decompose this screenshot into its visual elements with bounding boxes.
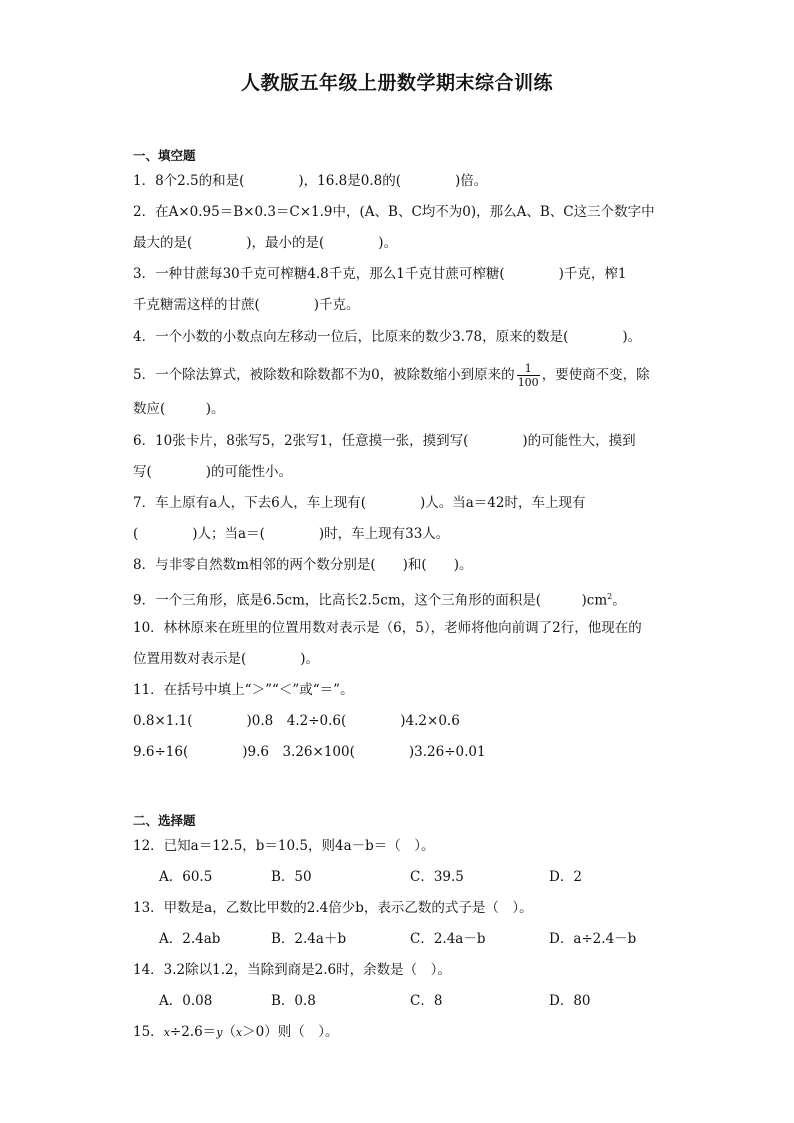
question-5-text: 5．一个除法算式，被除数和除数都不为0，被除数缩小到原来的: [133, 367, 515, 383]
question-9-end: 。: [612, 592, 626, 609]
question-4: 4．一个小数的小数点向左移动一位后，比原来的数少3.78，原来的数是( )。: [133, 329, 642, 345]
question-3-line-2: 千克糖需这样的甘蔗( )千克。: [133, 297, 360, 313]
option-d: D．2: [549, 869, 582, 885]
fraction-denominator: 100: [517, 376, 539, 389]
option-b: B．50: [271, 869, 312, 885]
question-9-text: 9．一个三角形，底是6.5cm，比高长2.5cm，这个三角形的面积是( )cm: [133, 592, 608, 609]
question-3-line-1: 3．一种甘蔗每30千克可榨糖4.8千克，那么1千克甘蔗可榨糖( )千克，榨1: [133, 266, 627, 282]
question-8: 8．与非零自然数m相邻的两个数分别是( )和( )。: [133, 557, 473, 573]
question-15-number: 15．: [133, 1024, 164, 1040]
question-2-line-2: 最大的是( )，最小的是( )。: [133, 235, 398, 251]
option-d: D．a÷2.4－b: [549, 931, 637, 947]
question-11-row-1: 0.8×1.1( )0.8 4.2÷0.6( )4.2×0.6: [133, 713, 460, 729]
option-a: A．2.4ab: [159, 931, 221, 947]
question-14: 14．3.2除以1.2，当除到商是2.6时，余数是（ ）。: [133, 962, 451, 978]
squared-superscript: 2: [607, 592, 613, 601]
question-5-text-end: ，要使商不变，除: [541, 367, 650, 383]
question-6-line-2: 写( )的可能性小。: [133, 464, 293, 480]
question-7-line-1: 7．车上原有a人，下去6人，车上现有( )人。当a＝42时，车上现有: [133, 495, 586, 511]
question-11-row-2: 9.6÷16( )9.6 3.26×100( )3.26÷0.01: [133, 744, 486, 760]
variable-x: x: [163, 1026, 170, 1039]
question-2-line-1: 2．在A×0.95＝B×0.3＝C×1.9中，(A、B、C均不为0)，那么A、B、C这三个数字中: [133, 204, 655, 220]
option-a: A．0.08: [159, 993, 213, 1009]
question-6-line-1: 6．10张卡片，8张写5，2张写1，任意摸一张，摸到写( )的可能性大，摸到: [133, 433, 636, 449]
option-c: C．2.4a－b: [410, 931, 486, 947]
question-11: 11．在括号中填上“＞”“＜”或“＝”。: [133, 682, 354, 698]
question-15-division: ÷2.6＝: [169, 1024, 217, 1040]
section-heading-fill-blank: 一、填空题: [133, 148, 196, 163]
option-b: B．0.8: [271, 993, 316, 1009]
question-10-line-2: 位置用数对表示是( )。: [133, 651, 320, 667]
fraction-one-hundredth: [517, 362, 540, 389]
question-1: 1．8个2.5的和是( )，16.8是0.8的( )倍。: [133, 173, 488, 189]
question-12: 12．已知a＝12.5，b＝10.5，则4a－b＝（ ）。: [133, 838, 435, 854]
question-15-end: ＞0）则（ ）。: [242, 1024, 339, 1040]
question-5-line-2: 数应( )。: [133, 401, 225, 417]
question-7-line-2: ( )人；当a＝( )时，车上现有33人。: [133, 526, 450, 542]
question-5-line-1: [133, 362, 650, 389]
option-a: A．60.5: [159, 869, 213, 885]
question-13: 13．甲数是a，乙数比甲数的2.4倍少b，表示乙数的式子是（ ）。: [133, 900, 533, 916]
question-15: [133, 1022, 338, 1043]
variable-y: y: [216, 1026, 223, 1039]
question-9: [133, 587, 626, 611]
section-heading-multiple-choice: 二、选择题: [133, 813, 196, 828]
variable-x-condition: x: [235, 1026, 243, 1039]
option-b: B．2.4a＋b: [271, 931, 347, 947]
fraction-numerator: 1: [517, 362, 540, 376]
question-10-line-1: 10．林林原来在班里的位置用数对表示是（6，5），老师将他向前调了2行，他现在的: [133, 620, 642, 636]
option-c: C．8: [410, 993, 443, 1009]
option-d: D．80: [549, 993, 591, 1009]
option-c: C．39.5: [410, 869, 464, 885]
page-title: 人教版五年级上册数学期末综合训练: [240, 72, 553, 94]
question-15-open-paren: （: [222, 1024, 236, 1040]
